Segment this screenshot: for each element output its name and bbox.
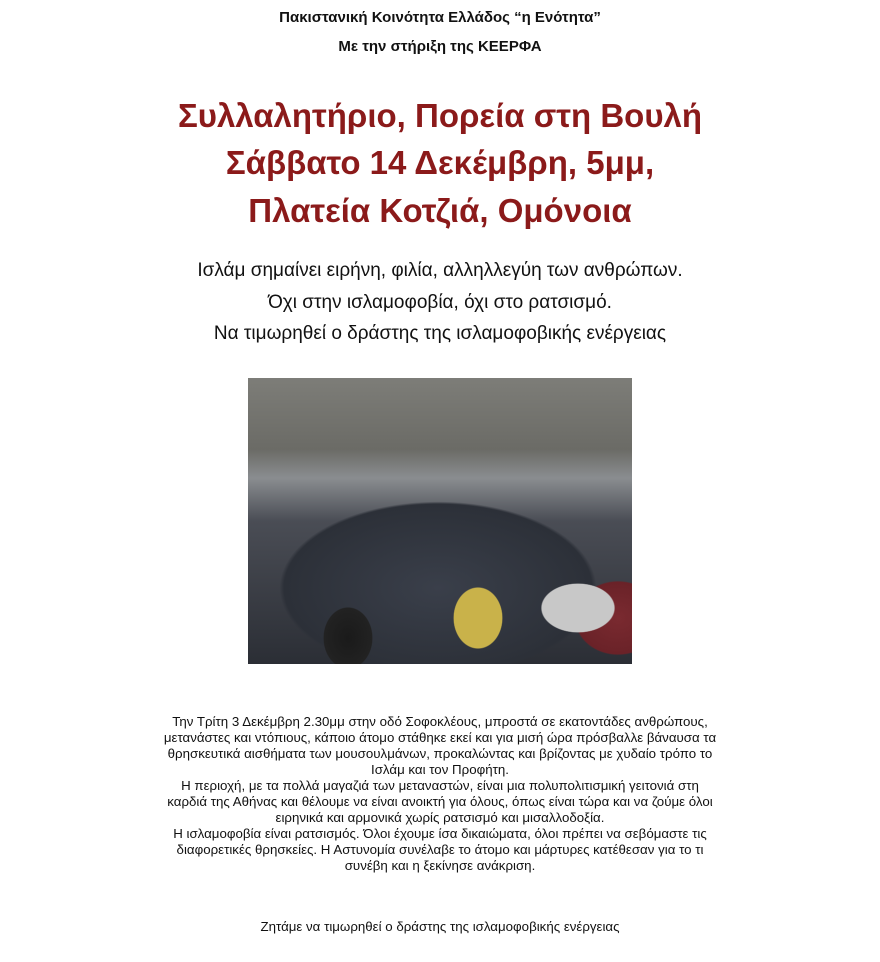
title-line-3: Πλατεία Κοτζιά, Ομόνοια [248,192,632,229]
slogan-2: Όχι στην ισλαμοφοβία, όχι στο ρατσισμό. [268,292,612,313]
body-text [0,714,880,874]
support-line: Με την στήριξη της ΚΕΕΡΦΑ [338,38,542,55]
slogan-3: Να τιμωρηθεί ο δράστης της ισλαμοφοβικής ενέργειας [213,323,667,344]
title-line-2: Σάββατο 14 Δεκέμβρη, 5μμ, [225,144,655,181]
body-line: Η περιοχή, με τα πολλά μαγαζιά των μεταναστών, είναι μια πολυπολιτισμική γειτονιά στη [181,778,699,793]
body-line: συνέβη και η ξεκίνησε ανάκριση. [344,858,536,873]
title-line-1: Συλλαλητήριο, Πορεία στη Βουλή [177,97,703,134]
body-line: Η ισλαμοφοβία είναι ρατσισμός. Όλοι έχουμε ίσα δικαιώματα, όλοι πρέπει να σεβόμαστε τις [173,826,707,841]
organizer-line: Πακιστανική Κοινότητα Ελλάδος “η Ενότητα” [279,9,601,26]
body-line: θρησκευτικά αισθήματα των μουσουλμάνων, προκαλώντας και βρίζοντας με χυδαίο τρόπο το [167,746,713,761]
protest-photo [248,378,632,664]
body-line: διαφορετικές θρησκείες. Η Αστυνομία συνέλαβε το άτομο και μάρτυρες κατέθεσαν για το τι [176,842,704,857]
body-line: ειρηνικά και αρμονικά χωρίς ρατσισμό και μισαλλοδοξία. [275,810,605,825]
body-line: Την Τρίτη 3 Δεκέμβρη 2.30μμ στην οδό Σοφοκλέους, μπροστά σε εκατοντάδες ανθρώπους, [172,714,708,729]
body-line: καρδιά της Αθήνας και θέλουμε να είναι ανοικτή για όλους, όπως είναι τώρα και να ζούμε όλοι [167,794,713,809]
body-line: Ισλάμ και τον Προφήτη. [371,762,509,777]
closing-line: Ζητάμε να τιμωρηθεί ο δράστης της ισλαμοφοβικής ενέργειας [260,919,620,934]
body-line: μετανάστες και ντόπιους, κάποιο άτομο στάθηκε εκεί και για μισή ώρα πρόσβαλλε βάναυσα τα [163,730,717,745]
slogan-1: Ισλάμ σημαίνει ειρήνη, φιλία, αλληλλεγύη των ανθρώπων. [197,260,683,281]
